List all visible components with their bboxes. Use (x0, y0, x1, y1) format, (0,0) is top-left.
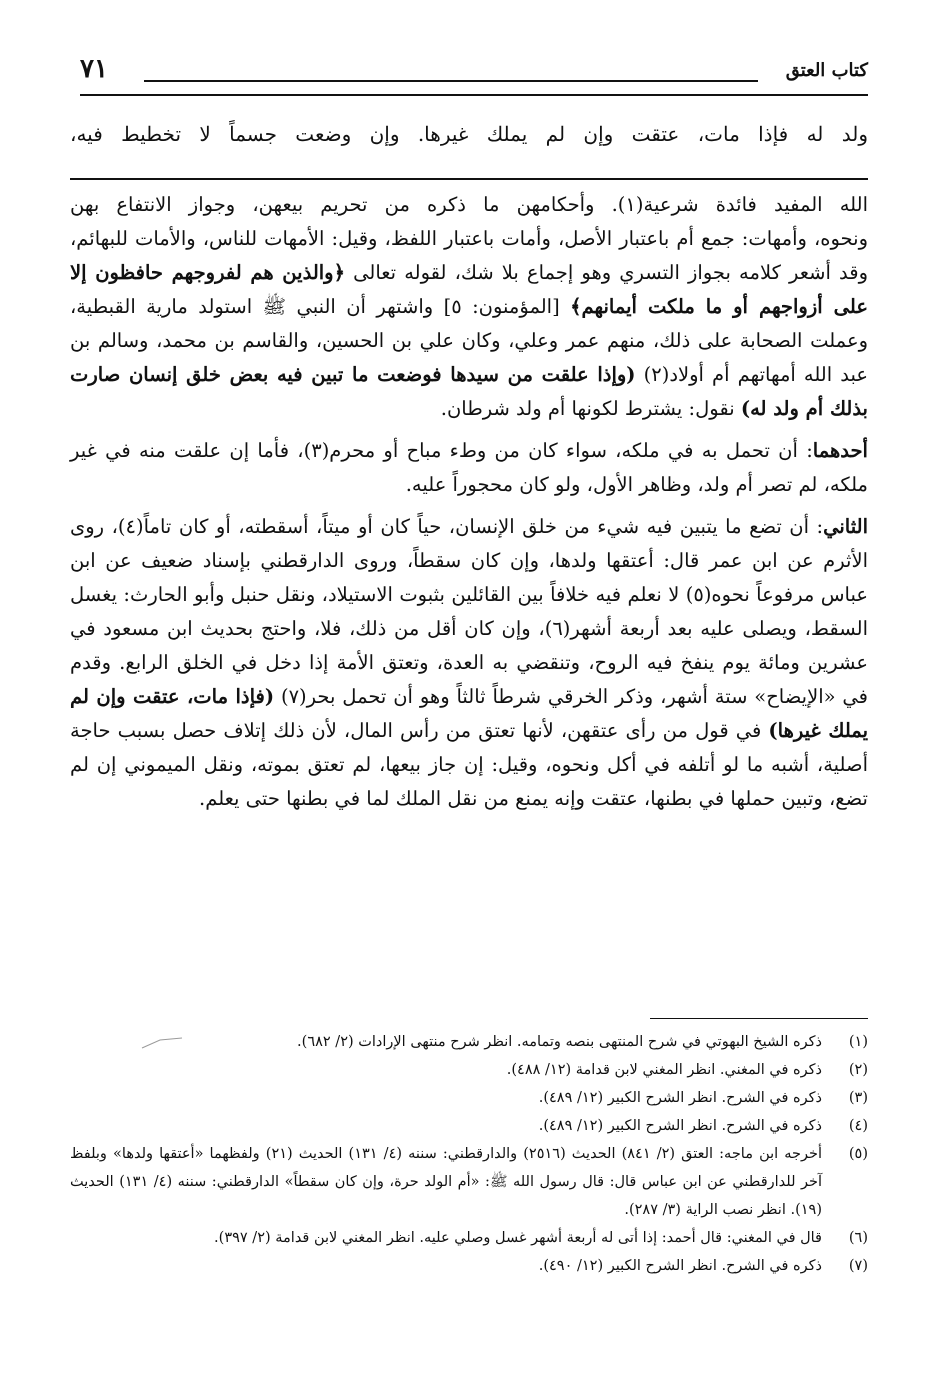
footnotes (70, 1028, 868, 1280)
footnote-number: (١) (848, 1034, 868, 1050)
page-number: ٧١ (80, 54, 108, 84)
commentary-paragraph-1 (70, 188, 868, 426)
commentary-text: : أن تحمل به في ملكه، سواء كان من وطء مباح أو محرم(٣)، فأما إن علقت منه في غير ملكه، لم تصر أم ولد، وظاهر الأول، ولو كان محجوراً عليه. (70, 439, 868, 496)
book-title: كتاب العتق (785, 60, 868, 81)
footnote-number: (٤) (848, 1118, 868, 1134)
matn-text: ولد له فإذا مات، عتقت وإن لم يملك غيرها. وإن وضعت جسماً لا تخطيط فيه، (70, 122, 868, 146)
commentary-text: نقول: يشترط لكونها أم ولد شرطان. (440, 397, 741, 420)
header-underline (80, 94, 868, 96)
footnote (70, 1252, 868, 1280)
footnote (70, 1224, 868, 1252)
footnote-text: ذكره الشيخ البهوتي في شرح المنتهى بنصه وتمامه. انظر شرح منتهى الإرادات (٢/ ٦٨٢). (297, 1034, 822, 1050)
footnote-number: (٥) (848, 1146, 868, 1162)
footnote (70, 1084, 868, 1112)
commentary-paragraph-3 (70, 510, 868, 816)
footnote-text: قال في المغني: قال أحمد: إذا أتى له أربعة أشهر غسل وصلي عليه. انظر المغني لابن قدامة (٢/ ٣٩٧). (214, 1230, 822, 1246)
footnote-number: (٦) (848, 1230, 868, 1246)
footnote-text: ذكره في الشرح. انظر الشرح الكبير (١٢/ ٤٩٠). (538, 1258, 822, 1274)
commentary-paragraph-2 (70, 434, 868, 502)
matn-quote: (فإذا مات، عتقت وإن لم يملك غيرها) (70, 685, 868, 742)
matn-separator (70, 178, 868, 180)
footnote-text: ذكره في الشرح. انظر الشرح الكبير (١٢/ ٤٨٩). (538, 1090, 822, 1106)
footnote (70, 1028, 868, 1056)
condition-label: الثاني (823, 515, 868, 538)
quran-verse: ﴿والذين هم لفروجهم حافظون إلا على أزواجهم أو ما ملكت أيمانهم﴾ (70, 261, 868, 318)
page-header (80, 54, 868, 94)
matn-quote: (وإذا علقت من سيدها فوضعت ما تبين فيه بعض خلق إنسان صارت بذلك أم ولد له) (70, 363, 868, 420)
commentary-text: ونحوه، وأمهات: جمع أم باعتبار الأصل، وأمات باعتبار اللفظ، وقيل: الأمهات للناس، والأمات للبهائم، وقد أشعر كلامه بجواز التسري وهو إجماع بلا شك، لقوله تعالى (70, 227, 868, 284)
footnote-text: أخرجه ابن ماجه: العتق (٢/ ٨٤١) الحديث (٢٥١٦) والدارقطني: سننه (٤/ ١٣١) الحديث (٢١) ولفظهما «أعتقها ولدها» وبلفظ آخر للدارقطني عن ابن عباس قال: قال رسول الله ﷺ: «أم الولد حرة، وإن كان سقطاً» الدارقطني: سننه (٤/ ١٣١) الحديث (١٩). انظر نصب الراية (٣/ ٢٨٧). (70, 1146, 822, 1218)
footnote-number: (٣) (848, 1090, 868, 1106)
condition-label: أحدهما (812, 439, 868, 462)
commentary-text: [المؤمنون: ٥] واشتهر أن النبي ﷺ استولد مارية القبطية، وعملت الصحابة على ذلك، منهم عمر وعلي، وكان علي بن الحسين، والقاسم بن محمد، وسالم بن عبد الله أمهاتهم أم أولاد(٢) (70, 295, 869, 386)
footnote (70, 1056, 868, 1084)
footnote (70, 1140, 868, 1224)
footnote-number: (٢) (848, 1062, 868, 1078)
footnote (70, 1112, 868, 1140)
header-rule (144, 80, 758, 82)
commentary-text: في قول من رأى عتقهن، لأنها تعتق من رأس المال، لأن ذلك إتلاف حصل بسبب حاجة أصلية، أشبه ما لو أتلفه في أكل ونحوه، وقيل: إن جاز بيعها، لم تعتق بموته، ونقل الميموني إن لم تضع، وتبين حملها في بطنها، عتقت وإنه يمنع من نقل الملك لما في بطنها حتى يعلم. (70, 719, 868, 810)
footnote-number: (٧) (848, 1258, 868, 1274)
footnote-text: ذكره في المغني. انظر المغني لابن قدامة (١٢/ ٤٨٨). (506, 1062, 822, 1078)
commentary-line: الله المفيد فائدة شرعية(١). وأحكامهن ما ذكره من تحريم بيعهن، وجواز الانتفاع بهن (70, 193, 868, 216)
commentary (70, 188, 868, 816)
footnote-text: ذكره في الشرح. انظر الشرح الكبير (١٢/ ٤٨٩). (538, 1118, 822, 1134)
footnote-separator (650, 1018, 868, 1019)
commentary-text: : أن تضع ما يتبين فيه شيء من خلق الإنسان، حياً كان أو ميتاً، أسقطته، أو كان تاماً(٤)، روى الأثرم عن ابن عمر قال: أعتقها ولدها، وإن كان سقطاً، وروى الدارقطني بإسناد ضعيف عن ابن عباس مرفوعاً نحوه(٥) لا نعلم فيه خلافاً بين القائلين بثبوت الاستيلاد، ونقل حنبل وأبو الحارث: يغسل السقط، ويصلى عليه بعد أربعة أشهر(٦)، وإن كان أقل من ذلك، فلا، واحتج بحديث ابن مسعود في عشرين ومائة يوم ينفخ فيه الروح، وتنقضي به العدة، وتعتق الأمة إذا دخل في الخلق الرابع. وقدم في «الإيضاح» ستة أشهر، وذكر الخرقي شرطاً ثالثاً وهو أن تحمل بحر(٧) (70, 515, 868, 708)
